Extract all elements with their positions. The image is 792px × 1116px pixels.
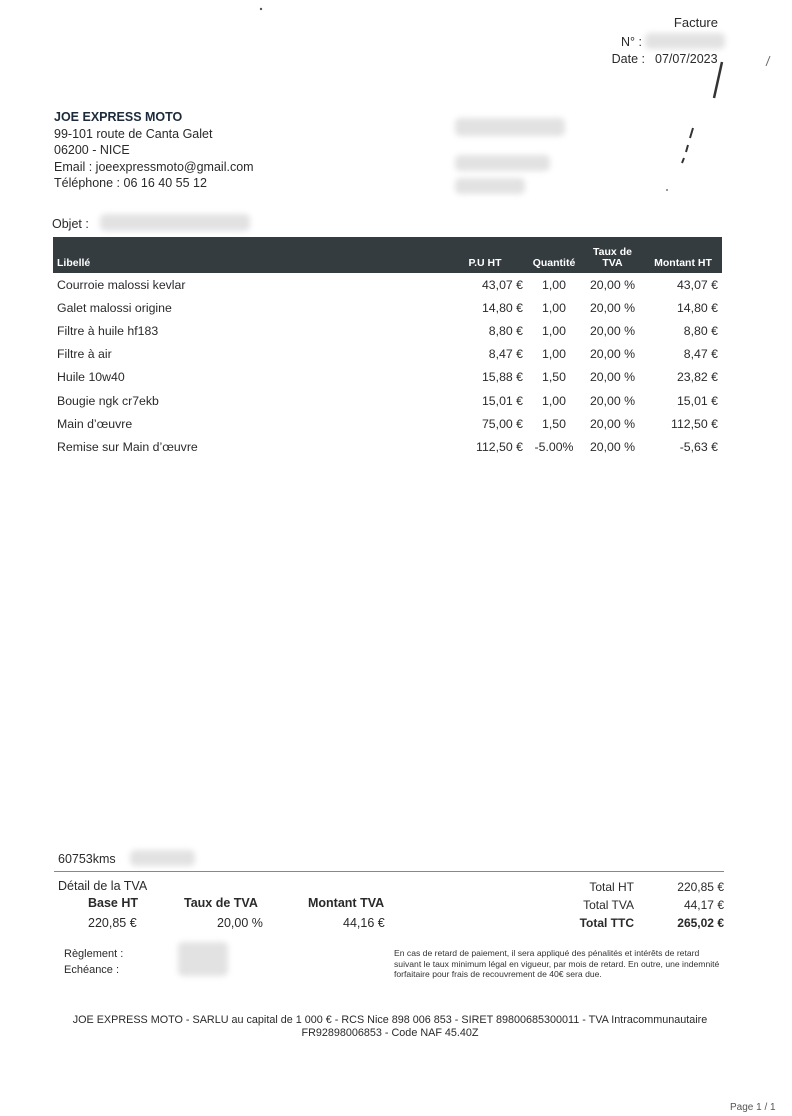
invoice-items-table	[53, 237, 722, 459]
tva-base-header: Base HT	[88, 896, 139, 910]
redacted-client-city	[455, 178, 525, 194]
cell-pu: 43,07 €	[481, 277, 523, 292]
company-address: 99-101 route de Canta Galet	[54, 126, 213, 141]
cell-libelle: Courroie malossi kevlar	[57, 277, 186, 292]
table-row	[53, 273, 722, 296]
header-taux-tva-line1: Taux de	[593, 246, 632, 258]
cell-montant: 14,80 €	[676, 300, 718, 315]
redacted-mileage-extra	[130, 850, 195, 866]
payment-block	[64, 946, 123, 978]
invoice-number-label: N° :	[621, 35, 642, 49]
cell-libelle: Main d’œuvre	[57, 416, 133, 431]
cell-libelle: Remise sur Main d’œuvre	[57, 439, 198, 454]
cell-pu: 75,00 €	[481, 416, 523, 431]
cell-pu: 15,01 €	[481, 393, 523, 408]
redacted-objet	[100, 214, 250, 231]
cell-libelle: Galet malossi origine	[57, 300, 172, 315]
redacted-invoice-number	[645, 33, 725, 49]
cell-qte: 1,00	[542, 323, 566, 338]
date-value: 07/07/2023	[655, 52, 718, 66]
cell-tva: 20,00 %	[589, 439, 636, 454]
company-email: Email : joeexpressmoto@gmail.com	[54, 159, 254, 174]
tva-amount-value: 44,16 €	[343, 916, 385, 930]
header-libelle: Libellé	[53, 237, 443, 273]
tva-rate-value: 20,00 %	[217, 916, 263, 930]
cell-pu: 8,80 €	[488, 323, 523, 338]
table-row	[53, 343, 722, 366]
cell-qte: 1,00	[542, 393, 566, 408]
tva-amount-header: Montant TVA	[308, 896, 385, 910]
footer-line-2: FR92898006853 - Code NAF 45.40Z	[301, 1027, 479, 1039]
total-ht-value: 220,85 €	[677, 880, 724, 894]
cell-qte: 1,00	[542, 347, 566, 362]
header-quantite: Quantité	[527, 237, 581, 273]
document-title: Facture	[673, 15, 718, 30]
company-name: JOE EXPRESS MOTO	[54, 110, 183, 124]
date-label: Date :	[611, 52, 645, 66]
table-row	[53, 366, 722, 389]
cell-libelle: Filtre à air	[57, 347, 112, 362]
cell-pu: 8,47 €	[488, 347, 523, 362]
cell-montant: 8,47 €	[683, 347, 718, 362]
tva-rate-header: Taux de TVA	[184, 896, 258, 910]
cell-libelle: Bougie ngk cr7ekb	[57, 393, 159, 408]
cell-qte: 1,50	[542, 416, 566, 431]
header-taux-tva-line2: TVA	[602, 257, 623, 269]
cell-tva: 20,00 %	[589, 393, 636, 408]
table-row	[53, 319, 722, 342]
table-row	[53, 412, 722, 435]
total-tva-value: 44,17 €	[683, 898, 724, 912]
redacted-payment-info	[178, 942, 228, 976]
company-city: 06200 - NICE	[54, 143, 130, 157]
table-row	[53, 296, 722, 319]
objet-label: Objet :	[52, 217, 89, 231]
cell-qte: 1,00	[542, 300, 566, 315]
echeance-label: Echéance :	[64, 964, 120, 976]
table-header-row	[53, 237, 722, 273]
redacted-client-address	[455, 155, 550, 171]
company-phone: Téléphone : 06 16 40 55 12	[54, 176, 207, 190]
cell-libelle: Filtre à huile hf183	[57, 323, 159, 338]
table-row	[53, 389, 722, 412]
total-ht-label: Total HT	[589, 880, 634, 894]
redacted-client-name	[455, 118, 565, 136]
cell-tva: 20,00 %	[589, 347, 636, 362]
cell-qte: 1,50	[542, 370, 566, 385]
cell-pu: 112,50 €	[476, 439, 523, 454]
late-payment-notice: En cas de retard de paiement, il sera appliqué des pénalités et intérêts de retard suivant le taux minimum légal en vigueur, par mois de retard. En outre, une indemnité forfaitaire pour frais de recouvrement de 40€ sera due.	[394, 948, 720, 980]
total-ttc-value: 265,02 €	[677, 916, 724, 930]
cell-pu: 14,80 €	[481, 300, 523, 315]
company-block	[54, 109, 254, 192]
mileage: 60753kms	[58, 852, 116, 866]
table-row	[53, 435, 722, 458]
cell-tva: 20,00 %	[589, 300, 636, 315]
tva-base-value: 220,85 €	[88, 916, 137, 930]
cell-montant: -5,63 €	[679, 439, 718, 454]
cell-pu: 15,88 €	[481, 370, 523, 385]
cell-montant: 15,01 €	[676, 393, 718, 408]
header-montant-ht: Montant HT	[644, 237, 722, 273]
cell-tva: 20,00 %	[589, 277, 636, 292]
cell-montant: 43,07 €	[676, 277, 718, 292]
footer-line-1: JOE EXPRESS MOTO - SARLU au capital de 1 000 € - RCS Nice 898 006 853 - SIRET 89800685300011 - TVA Intracommunautaire	[72, 1014, 708, 1026]
total-ttc-label: Total TTC	[579, 916, 634, 930]
cell-tva: 20,00 %	[589, 323, 636, 338]
page-number: Page 1 / 1	[730, 1102, 776, 1113]
cell-montant: 112,50 €	[671, 416, 718, 431]
cell-montant: 8,80 €	[683, 323, 718, 338]
header-pu-ht: P.U HT	[443, 237, 527, 273]
cell-montant: 23,82 €	[676, 370, 718, 385]
total-tva-label: Total TVA	[583, 898, 634, 912]
cell-libelle: Huile 10w40	[57, 370, 125, 385]
footer-legal	[50, 1014, 730, 1040]
reglement-label: Règlement :	[64, 948, 124, 960]
header-taux-tva	[581, 237, 644, 273]
cell-qte: -5.00%	[534, 439, 574, 454]
tva-detail-title: Détail de la TVA	[58, 879, 148, 893]
divider	[54, 871, 724, 872]
cell-tva: 20,00 %	[589, 370, 636, 385]
cell-tva: 20,00 %	[589, 416, 636, 431]
cell-qte: 1,00	[542, 277, 566, 292]
